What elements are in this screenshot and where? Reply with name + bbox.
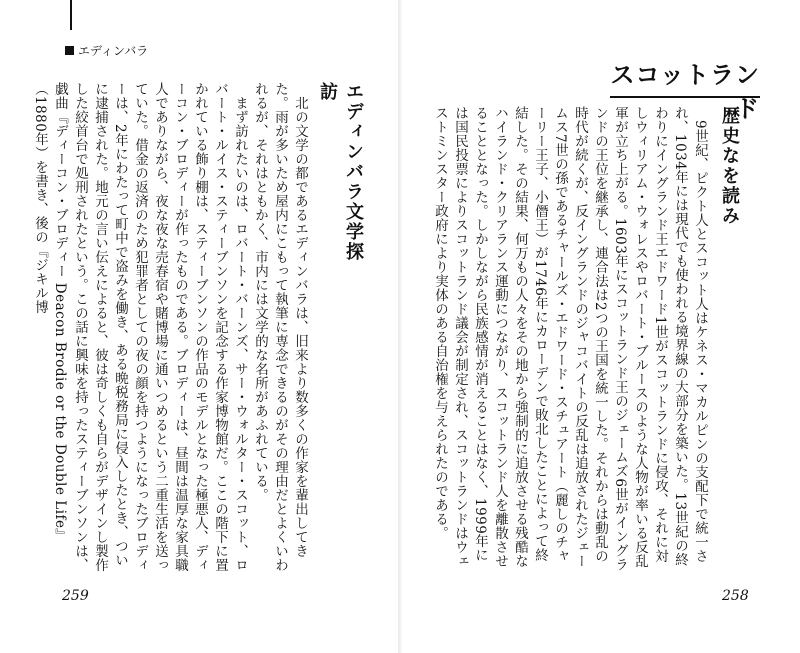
running-header-text: エディンバラ bbox=[78, 44, 149, 58]
section-heading: 歴史なを読み bbox=[719, 106, 740, 226]
paragraph: 北の文学の都であるエディンバラは、旧来より数多くの作家を輩出してきた。雨が多いため屋内にこもって執筆に専念できるのがその理由だとよくいわれるが、それはともかく、市内には文学的な名所があふれている。 bbox=[252, 82, 308, 572]
paragraph: まず訪れたいのは、ロバート・バーンズ、サー・ウォルター・スコット、ロバート・ルイス・スティーブンソンを記念する作家博物館だ。ここの階下に置かれている飾り棚は、スティーブンソンの作品のモデルとなった極悪人、ディーコン・ブロディーが作ったものである。ブロディーは、昼間は温厚な家具職人でありながら、夜な夜な売春宿や賭博場に通いつめるという二重生活を送っていた。借金の返済のため犯罪者としての夜の顔を持つようになったブロディーは、2年にわたって町中で盗みを働き、ある晩税務局に侵入したとき、ついに逮捕された。地元の言い伝えによると、彼は奇しくも自らがデザインし製作した絞首台で処刑されたという。この話に興味を持ったスティーブンソンは、戯曲『ディーコン・ブロディー Deacon Brodie or the Double Life』（1880年）を書き、後の『ジキル博 bbox=[32, 82, 248, 572]
paragraph: 9世紀、ピクト人とスコット人はケネス・マカルピンの支配下で統一され、1034年には現代でも使われる境界線の大部分を築いた。13世紀の終わりにイングランド王エドワード1世がスコットランドに侵攻、それに対しウィリアム・ウォレスやロバート・ブルースのような人物が率いる反乱軍が立ち上がる。1603年にスコットランド王のジェームズ6世がイングランドの王位を継承し、連合法は2つの王国を統一した。それからは動乱の時代が続くが、反イングランドのジャコバイトの反乱は追放されたジェームス7世の孫であるチャールズ・エドワード・スチュアート（麗しのチャーリー王子、小僭王）が1746年にカローデンで敗北したことによって終結した。その結果、何万もの人々をその地から強制的に追放させる残酷なハイランド・クリアランス運動につながり、スコットランド人を離散させることとなった。しかしながら民族感情が消えることはなく、1999年には国民投票によりスコットランド議会が制定され、スコットランドはウェストミンスター政府により実体のある自治権を与えられたのである。 bbox=[432, 106, 708, 572]
right-page bbox=[402, 0, 800, 653]
right-body-text bbox=[432, 106, 710, 572]
section-heading: エディンバラ文学探訪 bbox=[317, 82, 364, 262]
page-number: 259 bbox=[62, 588, 89, 604]
running-header bbox=[65, 42, 148, 59]
page-title: スコットランド bbox=[610, 61, 760, 123]
page-title-box bbox=[610, 58, 760, 123]
page-number: 258 bbox=[722, 588, 749, 604]
left-body-text bbox=[32, 82, 310, 572]
square-bullet-icon bbox=[65, 46, 74, 55]
header-rule bbox=[70, 0, 72, 30]
